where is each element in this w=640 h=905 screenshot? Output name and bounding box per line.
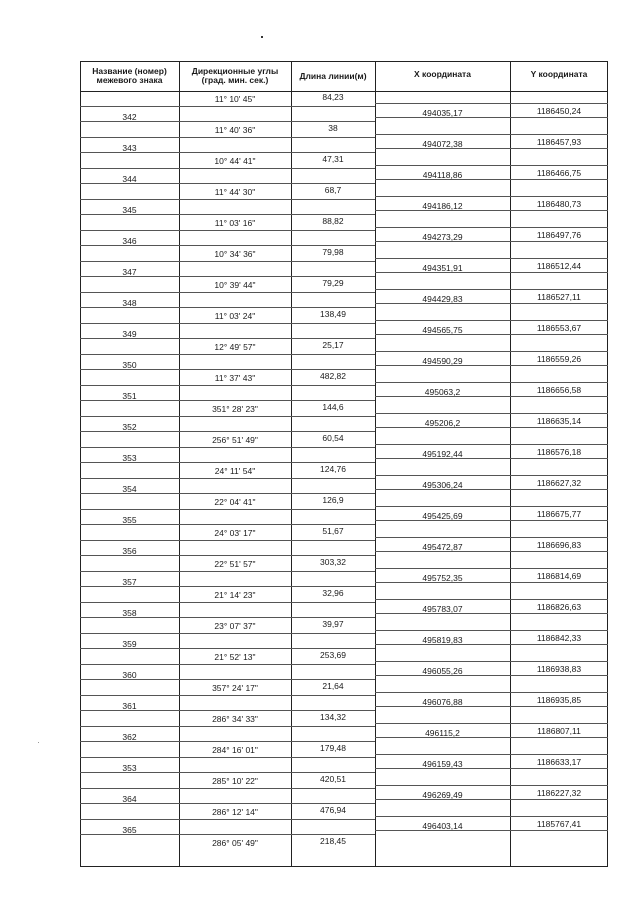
point-name: 356	[122, 545, 137, 556]
row-divider	[80, 431, 179, 432]
row-divider	[375, 103, 608, 104]
direction-angle: 285° 10' 22"	[212, 776, 258, 786]
y-coordinate: 1186938,83	[536, 663, 582, 674]
point-name: 353	[122, 762, 137, 773]
x-coordinate: 495192,44	[422, 448, 463, 459]
row-divider	[375, 489, 608, 490]
row-divider	[80, 648, 179, 649]
direction-angle: 11° 03' 16"	[214, 218, 256, 228]
row-divider	[375, 520, 608, 521]
row-divider	[80, 617, 179, 618]
point-name: 344	[122, 173, 137, 184]
point-name: 351	[122, 390, 137, 401]
row-divider	[80, 633, 179, 634]
line-length: 38	[328, 123, 338, 133]
row-divider	[80, 369, 179, 370]
row-divider	[80, 571, 179, 572]
direction-angle: 10° 44' 41"	[214, 156, 256, 166]
y-coordinate: 1186480,73	[536, 198, 582, 209]
row-divider	[80, 741, 179, 742]
point-name: 357	[122, 576, 137, 587]
header-text: Дирекционные углы	[191, 66, 279, 76]
row-divider	[375, 117, 608, 118]
row-divider	[179, 695, 375, 696]
row-divider	[80, 137, 179, 138]
x-coordinate: 494186,12	[422, 200, 463, 211]
direction-angle: 11° 37' 43"	[214, 373, 256, 383]
row-divider	[80, 183, 179, 184]
row-divider	[375, 351, 608, 352]
y-coordinate: 1186814,69	[536, 570, 582, 581]
row-divider	[80, 509, 179, 510]
row-divider	[80, 679, 179, 680]
row-divider	[179, 152, 375, 153]
row-divider	[179, 509, 375, 510]
direction-angle: 286° 05' 49"	[212, 838, 258, 848]
y-coordinate: 1185767,41	[536, 818, 582, 829]
row-divider	[179, 741, 375, 742]
line-length: 134,32	[320, 712, 346, 722]
direction-angle: 11° 03' 24"	[214, 311, 256, 321]
line-length: 60,54	[322, 433, 344, 443]
x-coordinate: 495819,83	[422, 634, 463, 645]
row-divider	[80, 400, 179, 401]
row-divider	[375, 382, 608, 383]
row-divider	[179, 524, 375, 525]
row-divider	[375, 568, 608, 569]
row-divider	[375, 630, 608, 631]
x-coordinate: 496076,88	[422, 696, 463, 707]
x-coordinate: 494118,86	[422, 169, 463, 180]
row-divider	[375, 706, 608, 707]
row-divider	[80, 710, 179, 711]
line-length: 79,98	[322, 247, 344, 257]
header-text: (град. мин. сек.)	[201, 75, 269, 85]
row-divider	[179, 540, 375, 541]
x-coordinate: 496055,26	[422, 665, 463, 676]
header-line-length: Длина линии(м)	[299, 71, 367, 81]
direction-angle: 284° 16' 01"	[212, 745, 258, 755]
row-divider	[375, 165, 608, 166]
row-divider	[179, 292, 375, 293]
row-divider	[80, 803, 179, 804]
row-divider	[179, 214, 375, 215]
row-divider	[375, 551, 608, 552]
x-coordinate: 494273,29	[422, 231, 463, 242]
row-divider	[179, 307, 375, 308]
row-divider	[179, 261, 375, 262]
x-coordinate: 494590,29	[422, 355, 463, 366]
row-divider	[375, 799, 608, 800]
x-coordinate: 495425,69	[422, 510, 463, 521]
row-divider	[179, 199, 375, 200]
x-coordinate: 496403,14	[422, 820, 463, 831]
point-name: 358	[122, 607, 137, 618]
row-divider	[80, 199, 179, 200]
line-length: 476,94	[320, 805, 346, 815]
row-divider	[179, 834, 375, 835]
x-coordinate: 496159,43	[422, 758, 463, 769]
y-coordinate: 1186842,33	[536, 632, 582, 643]
row-divider	[80, 493, 179, 494]
row-divider	[179, 679, 375, 680]
point-name: 348	[122, 297, 137, 308]
row-divider	[80, 555, 179, 556]
header-y-coordinate: Y координата	[530, 69, 588, 79]
row-divider	[179, 168, 375, 169]
line-length: 218,45	[320, 836, 346, 846]
row-divider	[80, 788, 179, 789]
table-border-top	[80, 61, 608, 62]
row-divider	[375, 365, 608, 366]
line-length: 420,51	[320, 774, 346, 784]
row-divider	[80, 602, 179, 603]
point-name: 359	[122, 638, 137, 649]
direction-angle: 351° 28' 23"	[212, 404, 258, 414]
row-divider	[179, 478, 375, 479]
row-divider	[375, 134, 608, 135]
direction-angle: 11° 40' 36"	[214, 125, 256, 135]
row-divider	[375, 475, 608, 476]
row-divider	[179, 121, 375, 122]
row-divider	[80, 276, 179, 277]
line-length: 88,82	[322, 216, 344, 226]
header-directional-angles	[179, 67, 291, 85]
row-divider	[179, 571, 375, 572]
row-divider	[80, 121, 179, 122]
row-divider	[80, 586, 179, 587]
row-divider	[375, 599, 608, 600]
row-divider	[80, 462, 179, 463]
y-coordinate: 1186826,63	[536, 601, 582, 612]
y-coordinate: 1186527,11	[537, 291, 581, 302]
header-x-coordinate: X координата	[414, 69, 471, 79]
y-coordinate: 1186635,14	[536, 415, 582, 426]
row-divider	[179, 323, 375, 324]
row-divider	[375, 210, 608, 211]
row-divider	[375, 241, 608, 242]
row-divider	[179, 431, 375, 432]
row-divider	[375, 785, 608, 786]
y-coordinate: 1186627,32	[536, 477, 582, 488]
row-divider	[375, 692, 608, 693]
row-divider	[179, 462, 375, 463]
point-name: 347	[122, 266, 137, 277]
row-divider	[375, 816, 608, 817]
point-name: 354	[122, 483, 137, 494]
row-divider	[375, 179, 608, 180]
line-length: 32,96	[322, 588, 344, 598]
x-coordinate: 496269,49	[422, 789, 463, 800]
table-border-bottom	[80, 866, 608, 867]
line-length: 126,9	[322, 495, 344, 505]
row-divider	[179, 803, 375, 804]
line-length: 68,7	[324, 185, 342, 195]
row-divider	[80, 106, 179, 107]
row-divider	[80, 245, 179, 246]
row-divider	[80, 323, 179, 324]
y-coordinate: 1186497,76	[536, 229, 582, 240]
row-divider	[179, 447, 375, 448]
row-divider	[179, 710, 375, 711]
row-divider	[80, 695, 179, 696]
row-divider	[179, 106, 375, 107]
row-divider	[179, 245, 375, 246]
direction-angle: 286° 34' 33"	[212, 714, 258, 724]
row-divider	[179, 400, 375, 401]
direction-angle: 256° 51' 49"	[212, 435, 258, 445]
x-coordinate: 494429,83	[422, 293, 463, 304]
header-point-name	[80, 67, 179, 85]
x-coordinate: 495472,87	[422, 541, 463, 552]
row-divider	[375, 830, 608, 831]
table-border-right	[607, 61, 608, 867]
direction-angle: 286° 12' 14"	[212, 807, 258, 817]
point-name: 364	[122, 793, 137, 804]
direction-angle: 24° 03' 17"	[214, 528, 256, 538]
y-coordinate: 1186807,11	[537, 725, 581, 736]
x-coordinate: 495063,2	[424, 386, 461, 397]
row-divider	[179, 416, 375, 417]
row-divider	[179, 354, 375, 355]
row-divider	[80, 214, 179, 215]
row-divider	[375, 396, 608, 397]
row-divider	[375, 582, 608, 583]
row-divider	[375, 537, 608, 538]
direction-angle: 22° 04' 41"	[214, 497, 256, 507]
point-name: 361	[122, 700, 137, 711]
row-divider	[375, 303, 608, 304]
row-divider	[375, 675, 608, 676]
point-name: 350	[122, 359, 137, 370]
row-divider	[375, 768, 608, 769]
y-coordinate: 1186576,18	[536, 446, 582, 457]
x-coordinate: 495306,24	[422, 479, 463, 490]
row-divider	[375, 227, 608, 228]
direction-angle: 23° 07' 37"	[214, 621, 256, 631]
point-name: 360	[122, 669, 137, 680]
point-name: 352	[122, 421, 137, 432]
row-divider	[80, 168, 179, 169]
row-divider	[375, 413, 608, 414]
line-length: 124,76	[320, 464, 346, 474]
header-text: межевого знака	[96, 75, 163, 85]
line-length: 79,29	[322, 278, 344, 288]
point-name: 362	[122, 731, 137, 742]
row-divider	[80, 354, 179, 355]
direction-angle: 21° 14' 23"	[214, 590, 256, 600]
direction-angle: 357° 24' 17"	[212, 683, 258, 693]
point-name: 346	[122, 235, 137, 246]
row-divider	[375, 458, 608, 459]
row-divider	[80, 416, 179, 417]
line-length: 179,48	[320, 743, 346, 753]
line-length: 144,6	[322, 402, 344, 412]
y-coordinate: 1186466,75	[536, 167, 582, 178]
coordinates-table	[80, 61, 608, 867]
column-divider	[375, 61, 376, 867]
x-coordinate: 495206,2	[424, 417, 461, 428]
scan-speck	[38, 742, 39, 743]
line-length: 253,69	[320, 650, 346, 660]
row-divider	[375, 334, 608, 335]
x-coordinate: 496115,2	[425, 727, 460, 738]
line-length: 25,17	[322, 340, 344, 350]
point-name: 349	[122, 328, 137, 339]
row-divider	[179, 726, 375, 727]
row-divider	[179, 602, 375, 603]
point-name: 343	[122, 142, 137, 153]
row-divider	[179, 555, 375, 556]
x-coordinate: 494035,17	[422, 107, 463, 118]
row-divider	[375, 723, 608, 724]
x-coordinate: 495783,07	[422, 603, 463, 614]
row-divider	[179, 230, 375, 231]
row-divider	[80, 664, 179, 665]
row-divider	[80, 152, 179, 153]
row-divider	[80, 338, 179, 339]
row-divider	[80, 478, 179, 479]
y-coordinate: 1186450,24	[536, 105, 582, 116]
direction-angle: 21° 52' 13"	[214, 652, 256, 662]
x-coordinate: 494351,91	[422, 262, 463, 273]
line-length: 138,49	[320, 309, 346, 319]
direction-angle: 11° 10' 45"	[214, 94, 256, 104]
row-divider	[179, 137, 375, 138]
line-length: 21,64	[322, 681, 344, 691]
point-name: 365	[122, 824, 137, 835]
row-divider	[80, 772, 179, 773]
row-divider	[375, 320, 608, 321]
row-divider	[375, 196, 608, 197]
x-coordinate: 494565,75	[422, 324, 463, 335]
row-divider	[375, 506, 608, 507]
row-divider	[375, 737, 608, 738]
x-coordinate: 494072,38	[422, 138, 463, 149]
row-divider	[179, 586, 375, 587]
row-divider	[179, 772, 375, 773]
row-divider	[179, 493, 375, 494]
row-divider	[80, 834, 179, 835]
row-divider	[179, 648, 375, 649]
y-coordinate: 1186633,17	[536, 756, 582, 767]
y-coordinate: 1186457,93	[536, 136, 582, 147]
row-divider	[80, 524, 179, 525]
header-text: Название (номер)	[92, 66, 167, 76]
y-coordinate: 1186675,77	[536, 508, 582, 519]
y-coordinate: 1186656,58	[536, 384, 582, 395]
row-divider	[375, 427, 608, 428]
direction-angle: 22° 51' 57"	[214, 559, 256, 569]
row-divider	[80, 819, 179, 820]
direction-angle: 12° 49' 57"	[214, 342, 256, 352]
row-divider	[179, 369, 375, 370]
row-divider	[179, 183, 375, 184]
line-length: 39,97	[322, 619, 344, 629]
x-coordinate: 495752,35	[422, 572, 463, 583]
line-length: 51,67	[322, 526, 344, 536]
row-divider	[80, 540, 179, 541]
direction-angle: 10° 39' 44"	[214, 280, 256, 290]
row-divider	[179, 276, 375, 277]
row-divider	[80, 230, 179, 231]
row-divider	[179, 617, 375, 618]
row-divider	[375, 289, 608, 290]
row-divider	[375, 444, 608, 445]
point-name: 342	[122, 111, 137, 122]
line-length: 303,32	[320, 557, 346, 567]
column-divider	[510, 61, 511, 867]
row-divider	[375, 272, 608, 273]
y-coordinate: 1186559,26	[536, 353, 582, 364]
row-divider	[375, 754, 608, 755]
row-divider	[375, 661, 608, 662]
row-divider	[375, 258, 608, 259]
row-divider	[80, 447, 179, 448]
row-divider	[375, 148, 608, 149]
y-coordinate: 1186696,83	[536, 539, 582, 550]
row-divider	[179, 338, 375, 339]
row-divider	[179, 385, 375, 386]
row-divider	[179, 819, 375, 820]
point-name: 345	[122, 204, 137, 215]
line-length: 482,82	[320, 371, 346, 381]
row-divider	[80, 307, 179, 308]
row-divider	[179, 757, 375, 758]
direction-angle: 24° 11' 54"	[214, 466, 256, 476]
row-divider	[80, 385, 179, 386]
row-divider	[80, 261, 179, 262]
scan-speck	[261, 36, 263, 38]
direction-angle: 11° 44' 30"	[214, 187, 256, 197]
row-divider	[80, 292, 179, 293]
row-divider	[179, 788, 375, 789]
row-divider	[80, 757, 179, 758]
row-divider	[375, 644, 608, 645]
y-coordinate: 1186553,67	[536, 322, 582, 333]
row-divider	[375, 613, 608, 614]
y-coordinate: 1186227,32	[536, 787, 582, 798]
line-length: 47,31	[322, 154, 344, 164]
direction-angle: 10° 34' 36"	[214, 249, 256, 259]
y-coordinate: 1186935,85	[536, 694, 582, 705]
row-divider	[179, 664, 375, 665]
row-divider	[179, 633, 375, 634]
point-name: 355	[122, 514, 137, 525]
y-coordinate: 1186512,44	[536, 260, 582, 271]
line-length: 84,23	[322, 92, 344, 102]
point-name: 353	[122, 452, 137, 463]
row-divider	[80, 726, 179, 727]
